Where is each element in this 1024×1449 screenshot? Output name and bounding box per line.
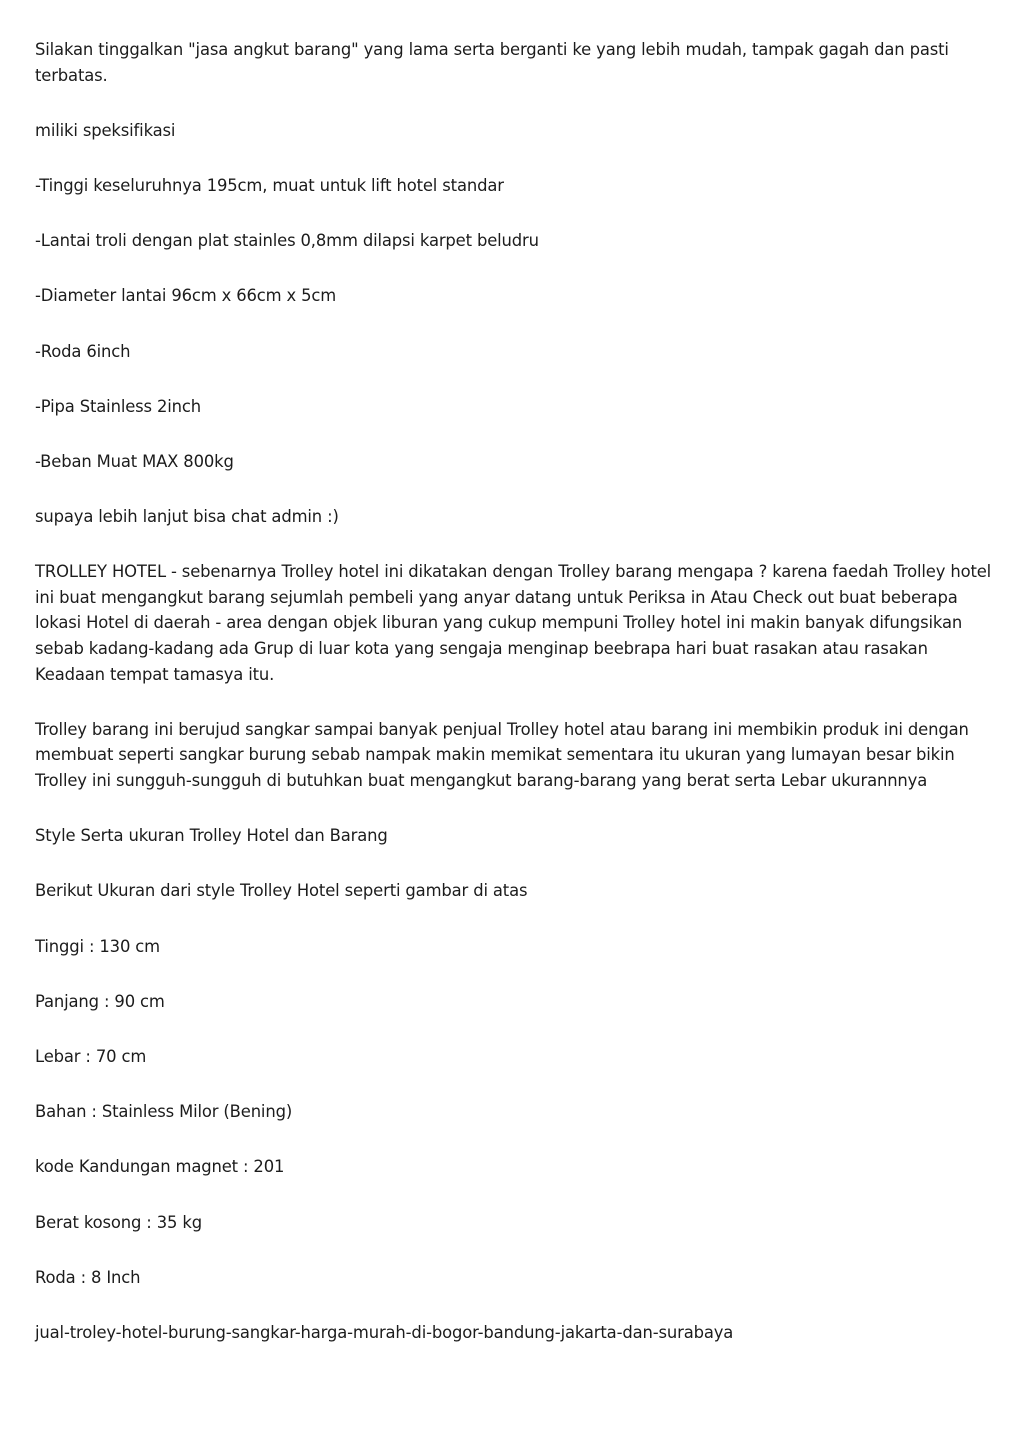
spec-floor-diameter: -Diameter lantai 96cm x 66cm x 5cm xyxy=(35,286,337,306)
size-material: Bahan : Stainless Milor (Bening) xyxy=(35,1102,293,1122)
spec-wheel: -Roda 6inch xyxy=(35,341,131,361)
size-height: Tinggi : 130 cm xyxy=(35,936,160,956)
slug-text: jual-troley-hotel-burung-sangkar-harga-murah-di-bogor-bandung-jakarta-dan-surabaya xyxy=(35,1322,734,1342)
trolley-hotel-description: TROLLEY HOTEL - sebenarnya Trolley hotel ini dikatakan dengan Trolley barang mengapa ? karena faedah Trolley hotel ini buat mengangkut barang sejumlah pembeli yang anyar datang untuk Periksa in Atau Check out buat beberapa lokasi Hotel di daerah - area dengan objek liburan yang cukup mempuni Trolley hotel ini makin banyak difungsikan sebab kadang-kadang ada Grup di luar kota yang sengaja menginap beebrapa hari buat rasakan atau rasakan Keadaan tempat tamasya itu. xyxy=(35,562,992,684)
intro-paragraph: Silakan tinggalkan "jasa angkut barang" yang lama serta berganti ke yang lebih mudah, tampak gagah dan pasti terbatas. xyxy=(35,40,949,85)
contact-admin-text: supaya lebih lanjut bisa chat admin :) xyxy=(35,507,339,527)
size-length: Panjang : 90 cm xyxy=(35,991,165,1011)
spec-pipe: -Pipa Stainless 2inch xyxy=(35,396,202,416)
spec-floor-plate: -Lantai troli dengan plat stainles 0,8mm dilapsi karpet beludru xyxy=(35,231,539,251)
spec-heading: miliki speksifikasi xyxy=(35,120,176,140)
spec-max-load: -Beban Muat MAX 800kg xyxy=(35,451,234,471)
size-width: Lebar : 70 cm xyxy=(35,1046,147,1066)
document-page xyxy=(35,37,995,1375)
size-empty-weight: Berat kosong : 35 kg xyxy=(35,1212,202,1232)
style-size-heading: Style Serta ukuran Trolley Hotel dan Barang xyxy=(35,826,388,846)
trolley-cage-description: Trolley barang ini berujud sangkar sampai banyak penjual Trolley hotel atau barang ini membikin produk ini dengan membuat seperti sangkar burung sebab nampak makin memikat sementara itu ukuran yang lumayan besar bikin Trolley ini sungguh-sungguh di butuhkan buat mengangkut barang-barang yang berat serta Lebar ukurannnya xyxy=(35,719,969,791)
size-wheel: Roda : 8 Inch xyxy=(35,1267,141,1287)
size-magnet-code: kode Kandungan magnet : 201 xyxy=(35,1157,285,1177)
size-intro: Berikut Ukuran dari style Trolley Hotel seperti gambar di atas xyxy=(35,881,528,901)
spec-height: -Tinggi keseluruhnya 195cm, muat untuk lift hotel standar xyxy=(35,175,504,195)
